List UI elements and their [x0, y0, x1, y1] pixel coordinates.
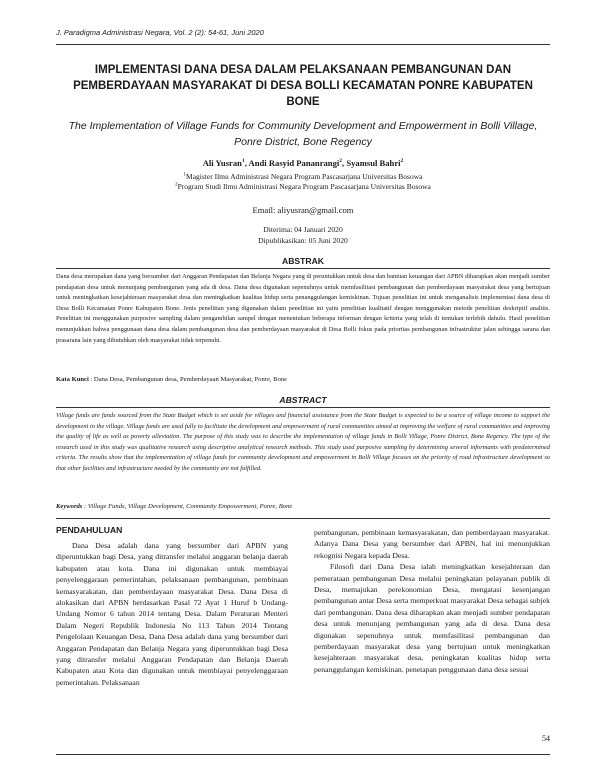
header-rule — [56, 44, 550, 45]
abstract-rule — [56, 407, 550, 408]
abstrak-text: Dana desa merupakan dana yang bersumber dari Anggaran Pendapatan dan Belanja Negara yang di peruntukkan untuk desa dan bantuan keuangan dari APBN diharapkan akan menjadi sumber pendapatan desa untuk menunjang pembangunan yang ada di desa. Dana desa digunakan sepenuhnya untuk memfasilitasi pembangunan dan pemberdayaan masyarakat desa yang bertujuan untuk meningkatkan kesejahteraan masyarakat desa dan meningkatkan kualitas hidup serta penanggulangan kemiskinan. Tujuan penelitian ini untuk menganalisis implementasi dana desa di Desa Bolli Kecamatan Ponre Kabupaten Bone. Jenis penelitian yang digunakan dalam penelitian ini yaitu penelitian kualitatif dengan menggunakan metode penelitian deskriptif analitis. Penelitian ini menggunakan purposive sampling dalam pengambilan sampel dengan menentukan beberapa informan dengan kriteria yang telah di tentukan terlebih dahulu. Hasil penelitian menunjukkan bahwa penggunaan dana desa dalam pembangunan desa dan pemberdayaan masyarakat di Desa Bolli fokus pada prioritas pembangunan infrastruktur jalan sehingga sarana dan prasarana lain yang dibutuhkan oleh masyarakat tidak terpenuhi. — [56, 273, 550, 344]
abstract-rule — [56, 268, 550, 269]
affiliation: $^2$Program Studi Ilmu Administrasi Negara Program Pascasarjana Universitas Bosowa — [175, 182, 431, 191]
keywords-indonesian: Kata Kunci : Dana Desa, Pembangunan desa, Pemberdayaan Masyarakat, Ponre, Bone — [56, 376, 288, 383]
body-paragraph: Filosofi dari Dana Desa ialah meningkatkan kesejahteraan dan pemerataan pembangunan Desa melalui peningkatan pelayanan publik di Desa, memajukan perekonomian Desa, mengatasi kesenjangan pembangunan antar Desa serta memperkuat masyarakat Desa sebagai subjek dari pembangunan. Dana desa diharapkan akan menjadi sumber pendapatan desa untuk menunjang pembangunan yang ada di desa. Dana desa digunakan sepenuhnya untuk memfasilitasi pembangunan dan pemberdayaan masyarakat desa yang bertujuan untuk meningkatkan kesejahteraan masyarakat desa, peningkatan kualitas hidup serta penanggulangan kemiskinan. penetapan penggunaan dana desa sesuai — [314, 562, 550, 674]
page-number: 54 — [542, 734, 550, 743]
affiliation: $^1$Magister Ilmu Administrasi Negara Program Pascasarjana Universitas Bosowa — [183, 172, 423, 181]
footer-rule — [56, 754, 550, 755]
keywords-english: Keywords : Village Funds, Village Development, Community Empowerment, Ponre, Bone — [56, 503, 293, 510]
author-name: Ali Yusran — [202, 158, 242, 168]
received-date: Diterima: 04 Januari 2020 — [263, 225, 343, 234]
journal-header: J. Paradigma Administrasi Negara, Vol. 2 (2): 54-61, Juni 2020 — [56, 28, 264, 37]
author-affiliation-mark: 2 — [400, 158, 404, 165]
abstract-text: Village funds are funds sourced from the State Budget which is set aside for villages and financial assistance from the State Budget is expected to be a source of village income to support the development in the village. Village funds are used fully to facilitate the development and empowerment of rural communities aimed at improving the welfare of rural communities and improving the quality of life as well as poverty alleviation. The purpose of this study was to describe the implementation of village funds in Bolli Village, Ponre District, Bone Regency. The type of the research used in this study was qualitative research using descriptive analytical research methods. This study used purposive sampling by determining several informants with predetermined criteria. The results show that the implementation of village funds for community development and empowerment in Bolli Village focuses on the priority of road infrastructure development so that other facilities and infrastructure needed by the community are not fulfilled. — [56, 412, 550, 472]
section-heading: PENDAHULUAN — [56, 525, 123, 535]
published-date: Dipublikasikan: 05 Juni 2020 — [258, 236, 348, 245]
paper-title: IMPLEMENTASI DANA DESA DALAM PELAKSANAAN PEMBANGUNAN DAN PEMBERDAYAAN MASYARAKAT DI DESA BOLLI KECAMATAN PONRE KABUPATEN BONE — [73, 64, 533, 108]
body-column-right — [314, 527, 550, 675]
author-list: Ali Yusran$^1$, Andi Rasyid Pananrangi$^2$, Syamsul Bahri$^2$ — [202, 158, 404, 168]
author-email: Email: aliyusran@gmail.com — [252, 205, 354, 215]
author-name: Syamsul Bahri — [346, 158, 401, 168]
author-name: Andi Rasyid Pananrangi — [248, 158, 340, 168]
body-paragraph: pembangunan, pembinaan kemasyarakatan, dan pemberdayaan masyarakat. Adanya Dana Desa yang bersumber dari APBN, hal ini menunjukkan rekognisi Negara kepada Desa. — [314, 528, 550, 560]
abstract-heading: ABSTRACT — [279, 395, 327, 405]
abstrak-heading: ABSTRAK — [281, 256, 324, 266]
author-affiliation-mark: 2 — [339, 158, 343, 165]
body-paragraph: Dana Desa adalah dana yang bersumber dari APBN yang diperuntukkan bagi Desa, yang ditransfer melalui anggaran belanja daerah kabupaten atau kota. Dana ini digunakan untuk membiayai penyelenggaraan pemerintahan, pelaksanaan pembangunan, pembinaan kemasyarakatan, dan pemberdayaan masyarakat Desa. Dana Desa di alokasikan dari APBN berdasarkan Pasal 72 Ayat 1 Huruf b Undang-Undang Nomor 6 tahun 2014 tentang Desa. Dalam Peraturan Menteri Dalam Negeri Republik Indonesia No 113 Tahun 2014 Tentang Pengelolaan Keuangan Desa, Dana Desa adalah dana yang bersumber dari Anggaran Pendapatan dan Belanja Negara yang diperuntukkan bagi Desa yang ditransfer melalui Anggaran Pendapatan dan Belanja Daerah Kabupaten atau Kota dan digunakan untuk membiayai penyelenggaraan pemerintahan. Pelaksanaan — [56, 541, 288, 687]
author-affiliation-mark: 1 — [241, 158, 245, 165]
abstract-rule — [56, 518, 550, 519]
body-column-left — [56, 540, 288, 688]
paper-title-english: The Implementation of Village Funds for Community Development and Empowerment in Bolli Village, Ponre District, Bone Regency — [68, 120, 538, 148]
